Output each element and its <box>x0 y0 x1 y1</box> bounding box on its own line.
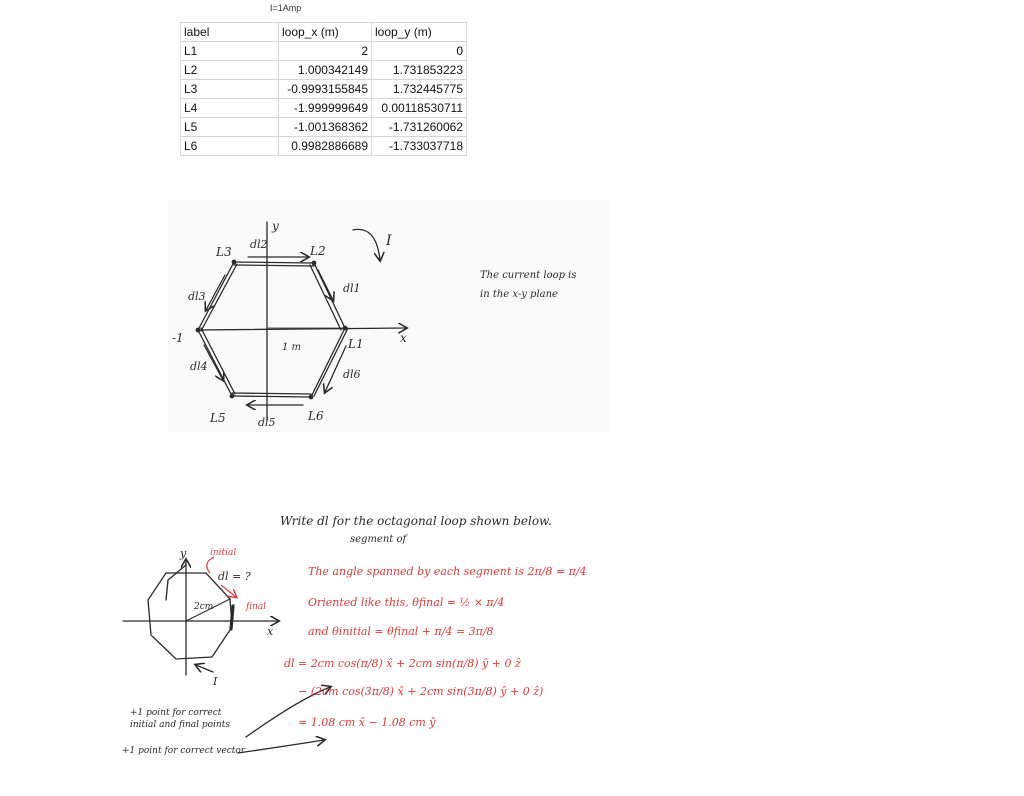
grading-note-2: initial and final points <box>130 720 230 730</box>
current-symbol: I <box>386 233 392 249</box>
highlighted-segment <box>231 606 233 629</box>
radius-label: 1 m <box>282 342 302 353</box>
plane-note-line2: in the x-y plane <box>480 289 558 300</box>
initial-pointer <box>207 557 214 573</box>
segment-label-dl2: dl2 <box>250 238 268 251</box>
x-axis-label: x <box>400 331 407 345</box>
cell-label: L2 <box>181 61 279 80</box>
cell-loop-y: -1.733037718 <box>372 137 467 156</box>
oct-y-label: y <box>180 547 187 560</box>
vertex-label-l1: L1 <box>348 337 364 351</box>
grading-arrow-2 <box>238 740 324 753</box>
grading-note-3: +1 point for correct vector <box>122 746 246 756</box>
vertex-label-l6: L6 <box>308 409 324 423</box>
cell-loop-y: 1.732445775 <box>372 80 467 99</box>
vertex-label-l5: L5 <box>210 411 226 425</box>
solution-line-4: dl = 2cm cos(π/8) x̂ + 2cm sin(π/8) ŷ + 0 ẑ <box>284 657 521 670</box>
solution-line-1: The angle spanned by each segment is 2π/8 = π/4 <box>308 565 587 578</box>
initial-label: initial <box>210 548 237 558</box>
segment-label-dl4: dl4 <box>190 360 208 373</box>
solution-line-3: and θinitial = θfinal + π/4 = 3π/8 <box>308 625 494 638</box>
segment-label-dl5: dl5 <box>258 416 276 429</box>
table-row <box>181 118 467 137</box>
cell-label: L4 <box>181 99 279 118</box>
column-header: loop_y (m) <box>372 23 467 42</box>
oct-radius-label: 2cm <box>194 602 214 612</box>
vertex-label-l2: L2 <box>310 244 326 258</box>
oct-current-label: I <box>213 675 218 688</box>
loop-coordinates-table <box>180 22 467 156</box>
solution-line-5: − (2cm cos(3π/8) x̂ + 2cm sin(3π/8) ŷ + 0 ẑ) <box>298 685 544 698</box>
vertex-label-l3: L3 <box>216 245 232 259</box>
cell-loop-x: 1.000342149 <box>279 61 372 80</box>
minus-one-label: -1 <box>172 331 184 345</box>
solution-line-6: = 1.08 cm x̂ − 1.08 cm ŷ <box>298 716 436 729</box>
cell-loop-y: -1.731260062 <box>372 118 467 137</box>
cell-loop-x: -1.001368362 <box>279 118 372 137</box>
table-header-row <box>181 23 467 42</box>
table-row <box>181 42 467 61</box>
cell-loop-x: 2 <box>279 42 372 61</box>
octagon-shape <box>148 573 232 659</box>
cell-label: L3 <box>181 80 279 99</box>
column-header: loop_x (m) <box>279 23 372 42</box>
table-row <box>181 61 467 80</box>
table-row <box>181 137 467 156</box>
table-row <box>181 80 467 99</box>
segment-label-dl1: dl1 <box>343 282 361 295</box>
cell-loop-x: -1.999999649 <box>279 99 372 118</box>
cell-label: L6 <box>181 137 279 156</box>
plane-note-line1: The current loop is <box>480 270 577 281</box>
oct-current-arrow <box>196 665 213 672</box>
cell-loop-y: 0.00118530711 <box>372 99 467 118</box>
table-row <box>181 99 467 118</box>
cell-loop-y: 1.731853223 <box>372 61 467 80</box>
cell-loop-y: 0 <box>372 42 467 61</box>
segment-label-dl3: dl3 <box>188 290 206 303</box>
prompt-insert: segment of <box>350 534 407 545</box>
solution-line-2: Oriented like this, θfinal = ½ × π/4 <box>308 596 505 609</box>
cell-loop-x: -0.9993155845 <box>279 80 372 99</box>
final-label: final <box>246 602 267 612</box>
dl-question: dl = ? <box>218 570 251 583</box>
oct-x-label: x <box>267 625 274 638</box>
octagon-problem-sketch <box>118 505 598 765</box>
current-note: I=1Amp <box>270 3 302 13</box>
segment-label-dl6: dl6 <box>343 368 361 381</box>
cell-label: L1 <box>181 42 279 61</box>
cell-loop-x: 0.9982886689 <box>279 137 372 156</box>
column-header: label <box>181 23 279 42</box>
grading-note-1: +1 point for correct <box>130 708 222 718</box>
y-axis-label: y <box>272 219 279 233</box>
hexagon-loop-sketch <box>168 200 610 432</box>
cell-label: L5 <box>181 118 279 137</box>
problem-prompt: Write dl for the octagonal loop shown below. <box>280 514 552 528</box>
